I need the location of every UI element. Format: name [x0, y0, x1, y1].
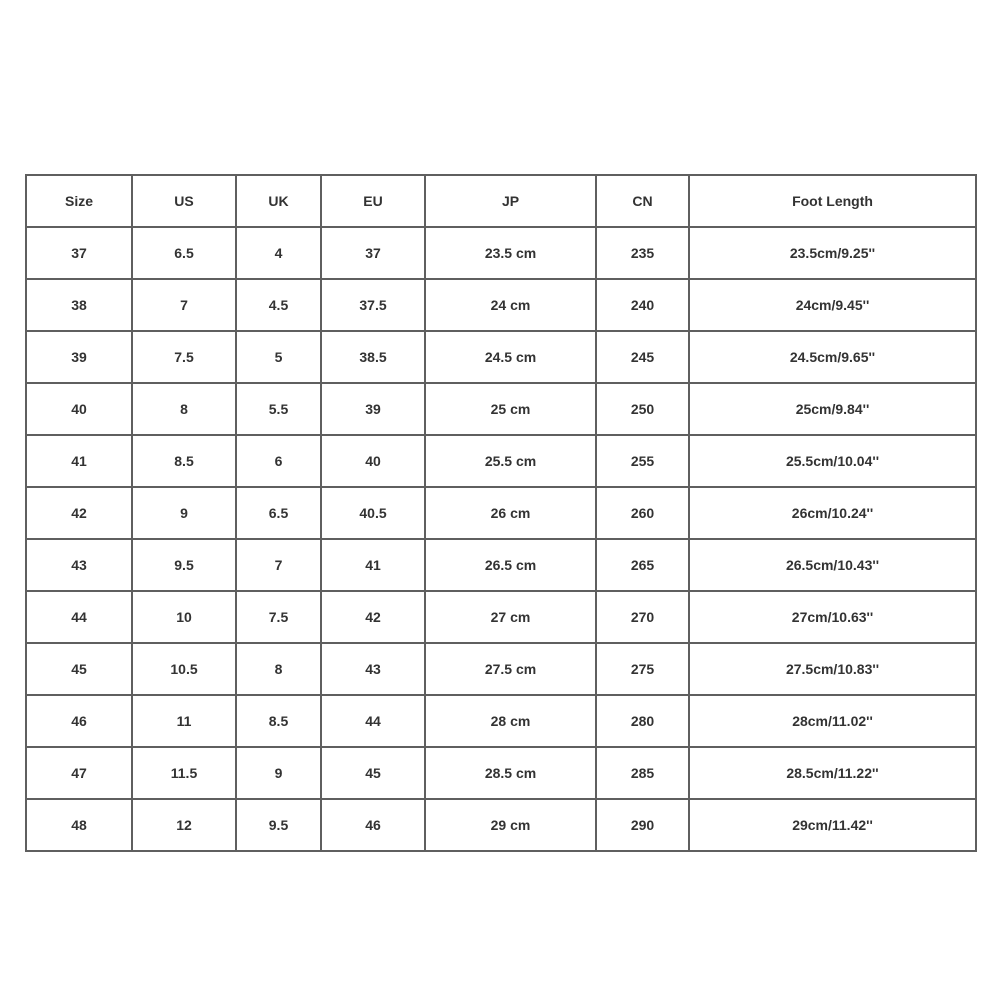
cell-uk: 7.5 [236, 591, 321, 643]
cell-eu: 44 [321, 695, 425, 747]
cell-uk: 8 [236, 643, 321, 695]
header-row [26, 175, 976, 227]
cell-foot-length: 27cm/10.63'' [689, 591, 976, 643]
cell-cn: 255 [596, 435, 689, 487]
cell-cn: 285 [596, 747, 689, 799]
cell-jp: 28 cm [425, 695, 596, 747]
table-row [26, 227, 976, 279]
table-body [26, 227, 976, 851]
table-row [26, 331, 976, 383]
cell-jp: 28.5 cm [425, 747, 596, 799]
header-size: Size [26, 175, 132, 227]
cell-eu: 39 [321, 383, 425, 435]
header-us: US [132, 175, 236, 227]
cell-jp: 26.5 cm [425, 539, 596, 591]
cell-us: 6.5 [132, 227, 236, 279]
cell-uk: 6.5 [236, 487, 321, 539]
cell-uk: 6 [236, 435, 321, 487]
cell-foot-length: 24cm/9.45'' [689, 279, 976, 331]
cell-cn: 290 [596, 799, 689, 851]
cell-cn: 265 [596, 539, 689, 591]
cell-foot-length: 26cm/10.24'' [689, 487, 976, 539]
header-uk: UK [236, 175, 321, 227]
cell-uk: 4 [236, 227, 321, 279]
cell-uk: 4.5 [236, 279, 321, 331]
cell-eu: 37 [321, 227, 425, 279]
header-eu: EU [321, 175, 425, 227]
table-header [26, 175, 976, 227]
cell-size: 38 [26, 279, 132, 331]
cell-eu: 40.5 [321, 487, 425, 539]
cell-us: 9 [132, 487, 236, 539]
table-row [26, 435, 976, 487]
cell-foot-length: 25.5cm/10.04'' [689, 435, 976, 487]
cell-us: 8.5 [132, 435, 236, 487]
cell-eu: 40 [321, 435, 425, 487]
cell-us: 12 [132, 799, 236, 851]
cell-uk: 5.5 [236, 383, 321, 435]
cell-size: 39 [26, 331, 132, 383]
table-row [26, 591, 976, 643]
cell-us: 8 [132, 383, 236, 435]
cell-eu: 41 [321, 539, 425, 591]
cell-eu: 43 [321, 643, 425, 695]
table-row [26, 643, 976, 695]
cell-jp: 26 cm [425, 487, 596, 539]
cell-jp: 24.5 cm [425, 331, 596, 383]
header-cn: CN [596, 175, 689, 227]
cell-cn: 245 [596, 331, 689, 383]
cell-cn: 240 [596, 279, 689, 331]
cell-jp: 29 cm [425, 799, 596, 851]
cell-uk: 7 [236, 539, 321, 591]
cell-eu: 45 [321, 747, 425, 799]
cell-eu: 46 [321, 799, 425, 851]
cell-size: 48 [26, 799, 132, 851]
cell-cn: 250 [596, 383, 689, 435]
cell-us: 7.5 [132, 331, 236, 383]
cell-jp: 23.5 cm [425, 227, 596, 279]
cell-size: 47 [26, 747, 132, 799]
cell-foot-length: 28cm/11.02'' [689, 695, 976, 747]
table-row [26, 487, 976, 539]
cell-eu: 42 [321, 591, 425, 643]
cell-cn: 280 [596, 695, 689, 747]
cell-foot-length: 25cm/9.84'' [689, 383, 976, 435]
cell-foot-length: 28.5cm/11.22'' [689, 747, 976, 799]
cell-foot-length: 27.5cm/10.83'' [689, 643, 976, 695]
table-row [26, 539, 976, 591]
cell-size: 45 [26, 643, 132, 695]
cell-us: 7 [132, 279, 236, 331]
cell-size: 42 [26, 487, 132, 539]
cell-jp: 25.5 cm [425, 435, 596, 487]
cell-us: 11.5 [132, 747, 236, 799]
cell-jp: 24 cm [425, 279, 596, 331]
cell-size: 37 [26, 227, 132, 279]
size-chart-table [25, 174, 977, 852]
cell-size: 41 [26, 435, 132, 487]
cell-us: 11 [132, 695, 236, 747]
cell-uk: 9 [236, 747, 321, 799]
cell-us: 10 [132, 591, 236, 643]
cell-us: 10.5 [132, 643, 236, 695]
header-jp: JP [425, 175, 596, 227]
cell-size: 46 [26, 695, 132, 747]
cell-uk: 5 [236, 331, 321, 383]
table-row [26, 747, 976, 799]
cell-eu: 38.5 [321, 331, 425, 383]
cell-foot-length: 24.5cm/9.65'' [689, 331, 976, 383]
cell-us: 9.5 [132, 539, 236, 591]
header-foot-length: Foot Length [689, 175, 976, 227]
table-row [26, 279, 976, 331]
cell-jp: 27.5 cm [425, 643, 596, 695]
table-row [26, 799, 976, 851]
cell-size: 40 [26, 383, 132, 435]
cell-eu: 37.5 [321, 279, 425, 331]
cell-cn: 270 [596, 591, 689, 643]
cell-foot-length: 29cm/11.42'' [689, 799, 976, 851]
cell-size: 44 [26, 591, 132, 643]
cell-cn: 235 [596, 227, 689, 279]
cell-cn: 260 [596, 487, 689, 539]
table-row [26, 383, 976, 435]
cell-jp: 27 cm [425, 591, 596, 643]
cell-foot-length: 26.5cm/10.43'' [689, 539, 976, 591]
cell-uk: 9.5 [236, 799, 321, 851]
cell-cn: 275 [596, 643, 689, 695]
cell-size: 43 [26, 539, 132, 591]
table-row [26, 695, 976, 747]
cell-jp: 25 cm [425, 383, 596, 435]
cell-foot-length: 23.5cm/9.25'' [689, 227, 976, 279]
cell-uk: 8.5 [236, 695, 321, 747]
